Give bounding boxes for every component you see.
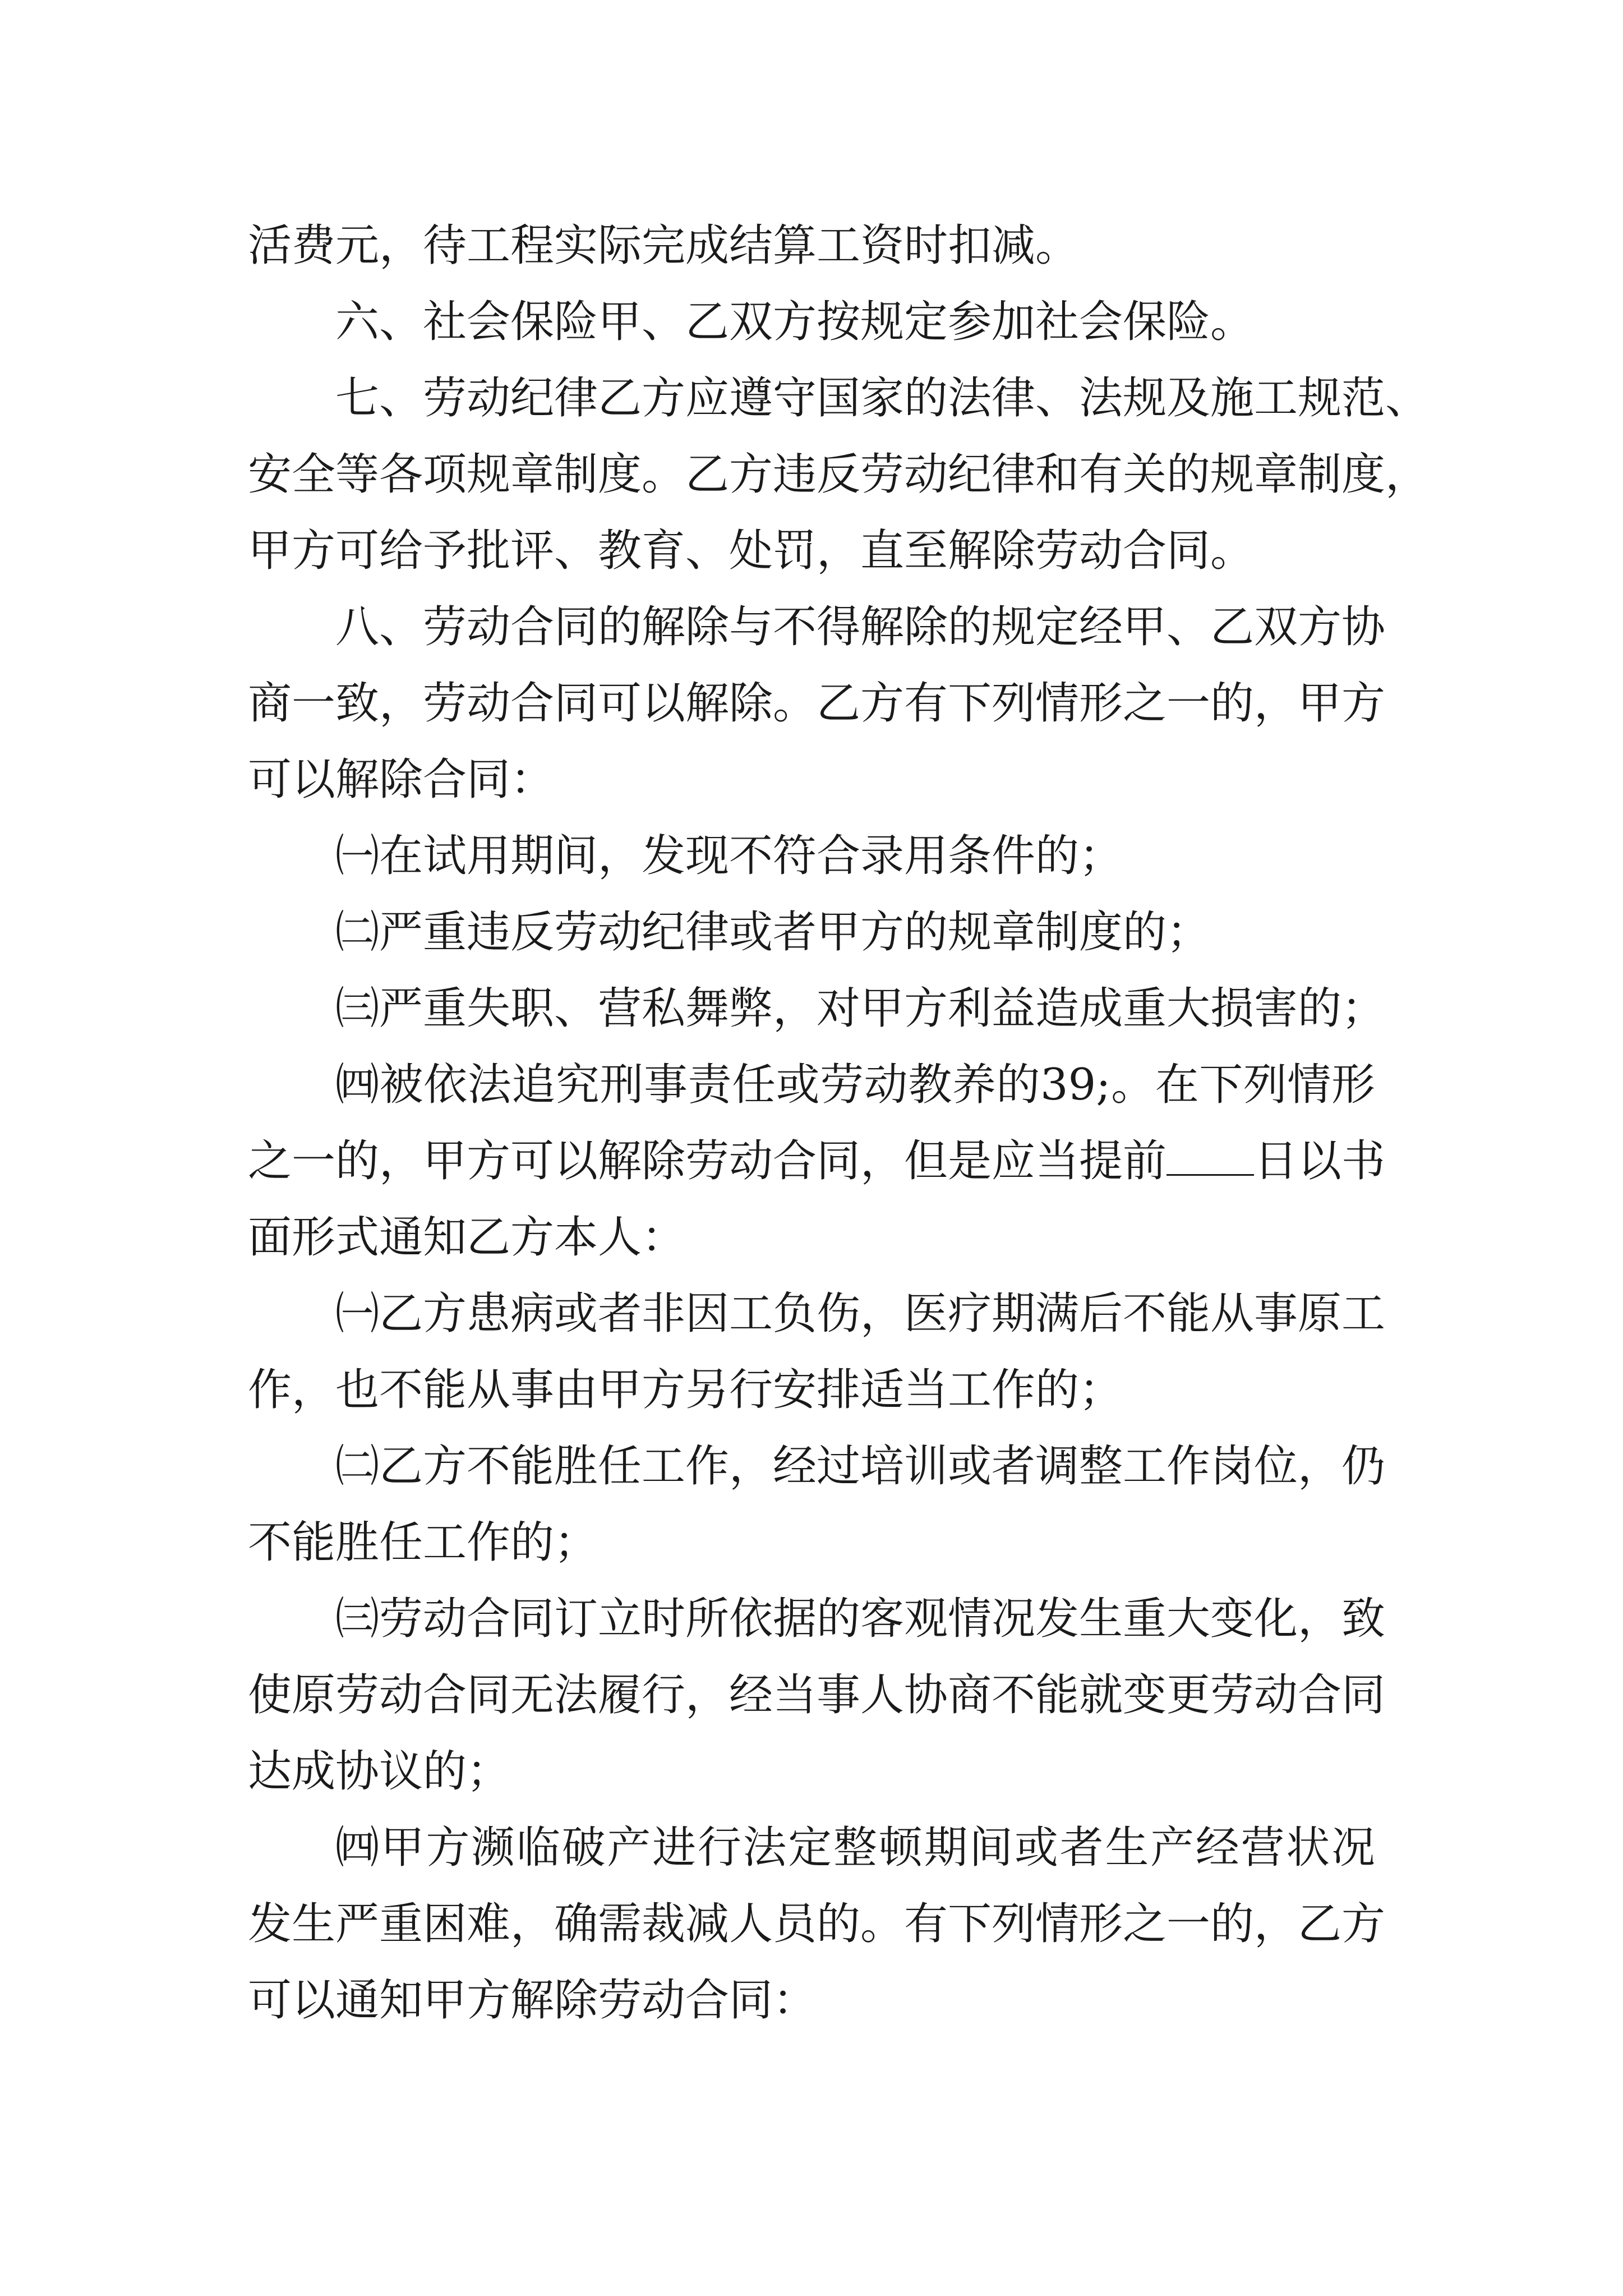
sub-item-4-line-1: ㈣甲方濒临破产进行法定整顿期间或者生产经营状况: [335, 1823, 1375, 1873]
sub-item-2-line-2: 不能胜任工作的；: [248, 1517, 598, 1568]
list-item-1: ㈠在试用期间，发现不符合录用条件的；: [335, 831, 1123, 881]
section-six-social-insurance: 六、社会保险甲、乙双方按规定参加社会保险。: [335, 297, 1255, 347]
fill-in-blank: [1166, 1140, 1254, 1176]
sub-item-3-line-3: 达成协议的；: [248, 1746, 511, 1797]
section-seven-line-3: 甲方可给予批评、教育、处罚，直至解除劳动合同。: [248, 526, 1255, 576]
list-item-3: ㈢严重失职、营私舞弊，对甲方利益造成重大损害的；: [335, 983, 1386, 1034]
list-item-4-line-3: 面形式通知乙方本人：: [248, 1212, 686, 1263]
sub-item-4-line-2: 发生严重困难，确需裁减人员的。有下列情形之一的，乙方: [248, 1899, 1386, 1949]
sub-item-2-line-1: ㈡乙方不能胜任工作，经过培训或者调整工作岗位，仍: [335, 1441, 1386, 1492]
sub-item-3-line-1: ㈢劳动合同订立时所依据的客观情况发生重大变化，致: [335, 1594, 1386, 1644]
sub-item-1-line-1: ㈠乙方患病或者非因工负伤，医疗期满后不能从事原工: [335, 1289, 1386, 1339]
list-item-2: ㈡严重违反劳动纪律或者甲方的规章制度的；: [335, 907, 1211, 958]
section-seven-line-1: 七、劳动纪律乙方应遵守国家的法律、法规及施工规范、: [335, 373, 1430, 424]
list-item-4-line-1: ㈣被依法追究刑事责任或劳动教养的39;。在下列情形: [335, 1060, 1375, 1110]
sub-item-3-line-2: 使原劳动合同无法履行，经当事人协商不能就变更劳动合同: [248, 1670, 1386, 1720]
section-seven-line-2: 安全等各项规章制度。乙方违反劳动纪律和有关的规章制度，: [248, 449, 1430, 500]
text-line: 活费元，待工程实际完成结算工资时扣减。: [248, 220, 1080, 271]
section-eight-line-3: 可以解除合同：: [248, 754, 555, 805]
text-after-blank: 日以书: [1254, 1136, 1386, 1186]
section-eight-line-2: 商一致，劳动合同可以解除。乙方有下列情形之一的，甲方: [248, 678, 1386, 729]
sub-item-4-line-3: 可以通知甲方解除劳动合同：: [248, 1975, 817, 2026]
section-eight-line-1: 八、劳动合同的解除与不得解除的规定经甲、乙双方协: [335, 602, 1386, 652]
document-body: [248, 208, 1430, 2039]
text-before-blank: 之一的，甲方可以解除劳动合同，但是应当提前: [248, 1136, 1167, 1186]
sub-item-1-line-2: 作，也不能从事由甲方另行安排适当工作的；: [248, 1365, 1123, 1415]
list-item-4-line-2: [248, 1123, 1386, 1199]
